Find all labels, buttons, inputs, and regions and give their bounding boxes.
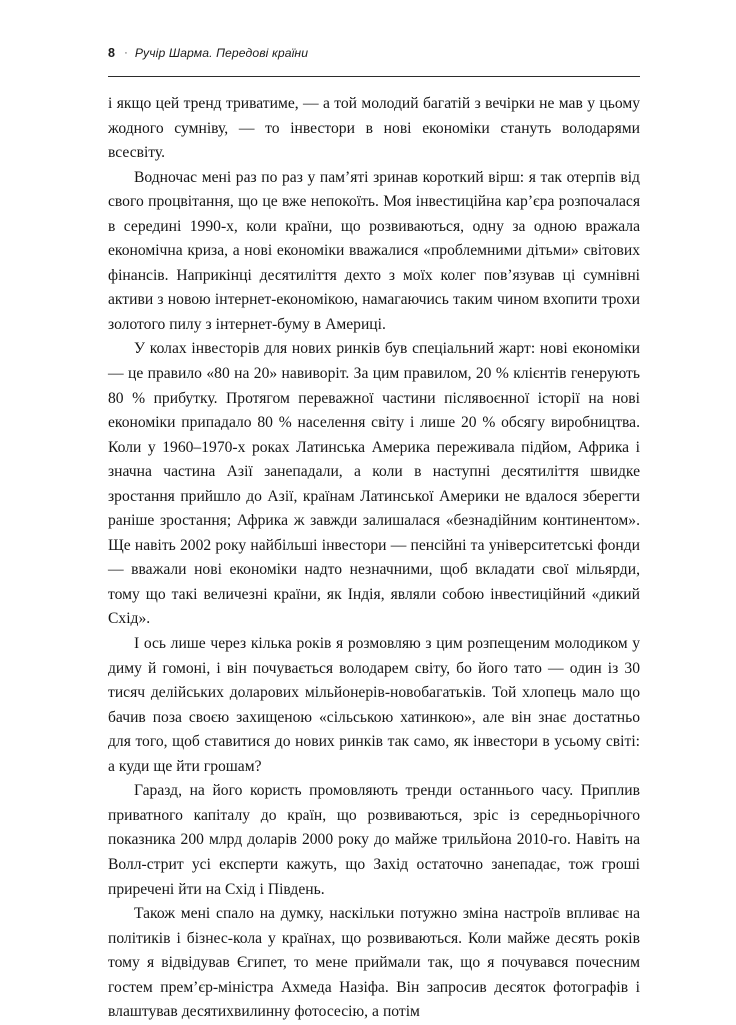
paragraph-6: Також мені спало на думку, наскільки потужно зміна настроїв впливає на політиків і бізнес-кола у країнах, що розвиваються. Коли майже десять років тому я відвідував Єгипет, то мене приймали так, що я почувався почесним гостем прем’єр-міністра Ахмеда Назіфа. Він запросив десяток фотографів і влаштував десятихвилинну фотосесію, а потім	[108, 905, 640, 1021]
running-head-title: Ручір Шарма. Передові країни	[134, 46, 309, 60]
page-number: 8	[108, 46, 116, 60]
paragraph-4: І ось лише через кілька років я розмовляю з цим розпещеним молодиком у диму й гомоні, і він почувається володарем світу, бо його тато — один із 30 тисяч делійських доларових мільйонерів-новобагатьків. Той хлопець мало що бачив поза своєю захищеною «сільською хатинкою», але він знає достатньо для того, щоб ставитися до нових ринків так само, як інвестори в усьому світі: а куди ще йти грошам?	[108, 635, 640, 775]
paragraph-5: Гаразд, на його користь промовляють тренди останнього часу. Приплив приватного капіталу до країн, що розвиваються, зріс із середньорічного показника 200 млрд доларів 2000 року до майже трильйона 2010-го. Навіть на Волл-стрит усі експерти кажуть, що Захід остаточно занепадає, тож гроші приречені йти на Схід і Південь.	[108, 782, 640, 898]
running-head	[108, 46, 640, 66]
body-text	[108, 92, 640, 1025]
running-head-separator: ·	[124, 47, 128, 59]
header-divider	[108, 76, 640, 77]
paragraph-2: Водночас мені раз по раз у пам’яті зринав короткий вірш: я так отерпів від свого процвітання, що це вже непокоїть. Моя інвестиційна кар’єра розпочалася в середині 1990-х, коли країни, що розвиваються, одну за одною вражала економічна криза, а нові економіки вважалися «проблемними дітьми» світових фінансів. Наприкінці десятиліття дехто з моїх колег пов’язував ці сумнівні активи з новою інтернет-економікою, намагаючись таким чином вхопити трохи золотого пилу з інтернет-буму в Америці.	[108, 168, 640, 333]
paragraph-3: У колах інвесторів для нових ринків був спеціальний жарт: нові економіки — це правило «80 на 20» навиворіт. За цим правилом, 20 % клієнтів генерують 80 % прибутку. Протягом переважної частини післявоєнної історії на нові економіки припадало 80 % населення світу і лише 20 % обсягу виробництва. Коли у 1960–1970-х роках Латинська Америка переживала підйом, Африка і значна частина Азії занепадали, а коли в наступні десятиліття швидке зростання прийшло до Азії, країнам Латинської Америки не вдалося зберегти раніше зростання; Африка ж завжди залишалася «безнадійним континентом». Ще навіть 2002 року найбільші інвестори — пенсійні та університетські фонди — вважали нові економіки надто незначними, щоб вкладати свої мільярди, тому що такі величезні країни, як Індія, являли собою інвестиційний «дикий Схід».	[108, 340, 640, 628]
paragraph-1: і якщо цей тренд триватиме, — а той молодий багатій з вечірки не мав у цьому жодного сумніву, — то інвестори в нові економіки стануть володарями всесвіту.	[108, 95, 640, 162]
